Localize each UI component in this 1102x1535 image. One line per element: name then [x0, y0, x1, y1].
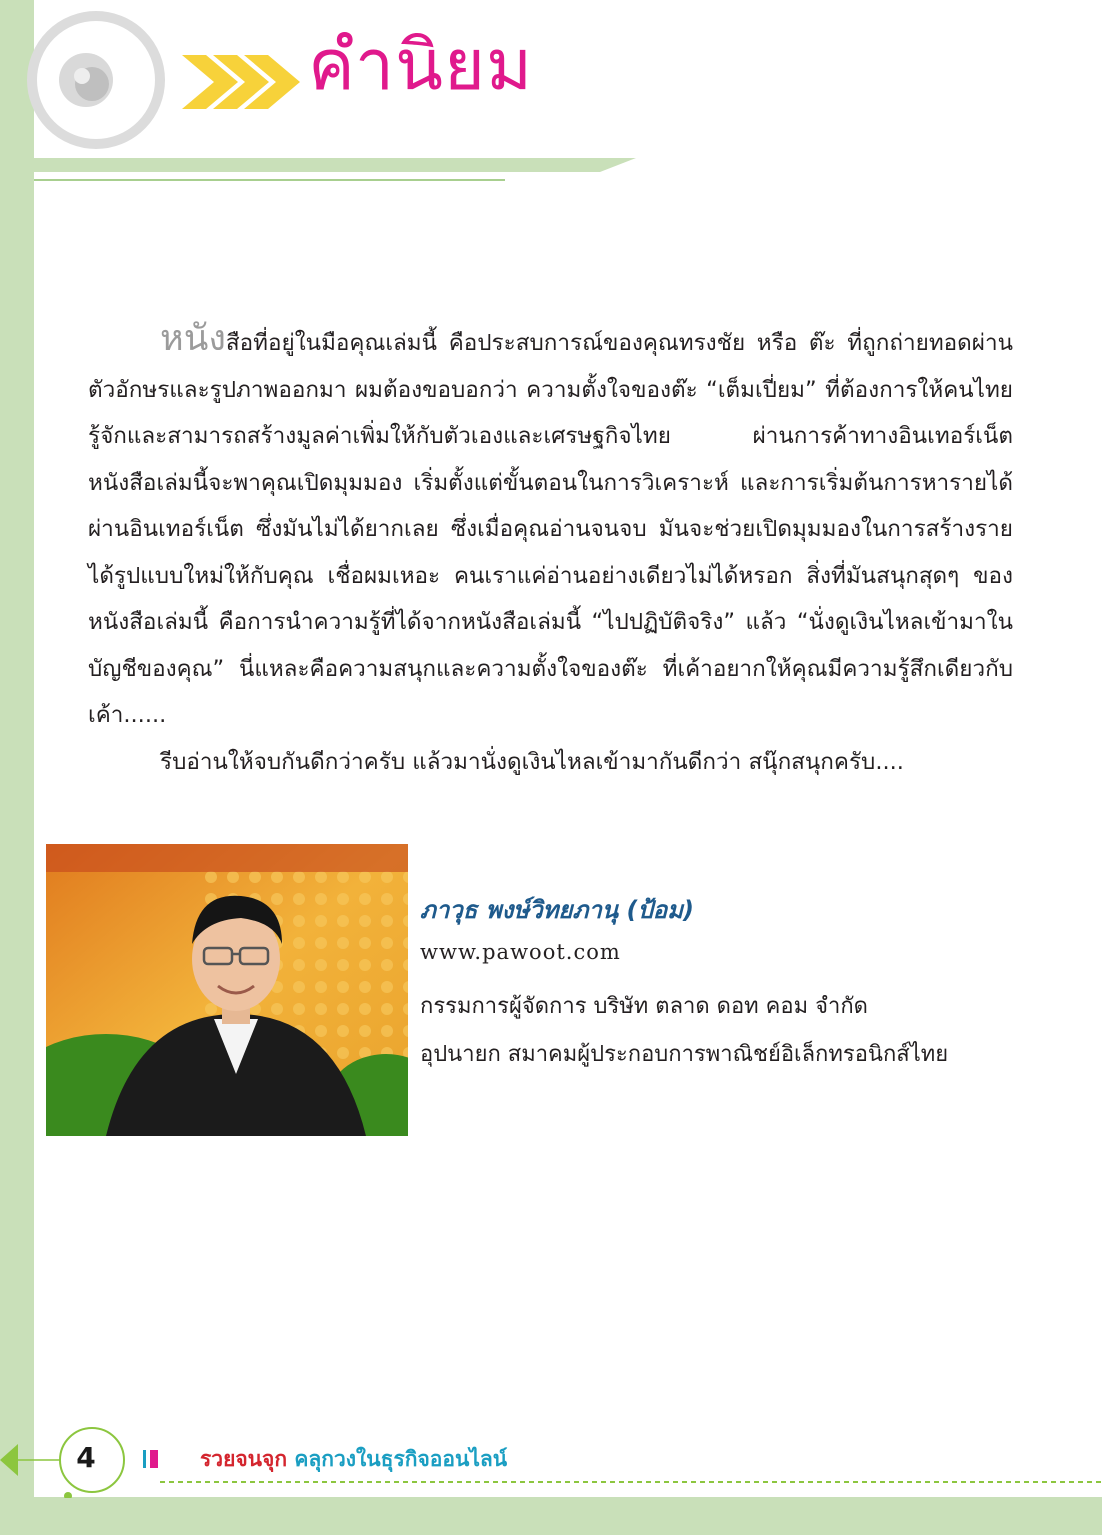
footer-book-title: [200, 1443, 507, 1476]
footer-decoration: [0, 1418, 1102, 1498]
footer-bar-pink: [150, 1450, 158, 1468]
foreword-paragraph-2: รีบอ่านให้จบกันดีกว่าครับ แล้วมานั่งดูเงินไหลเข้ามากันดีกว่า สนุ๊กสนุกครับ....: [160, 748, 904, 775]
bottom-green-strip: [0, 1497, 1102, 1535]
foreword-body: [88, 316, 1013, 785]
author-name: ภาวุธ พงษ์วิทยภานุ (ป้อม): [420, 896, 694, 924]
concentric-circle-icon: [32, 16, 160, 144]
footer-title-part-2: คลุกวงในธุรกิจออนไลน์: [294, 1447, 508, 1471]
paragraph-1-text: สือที่อยู่ในมือคุณเล่มนี้ คือประสบการณ์ของคุณทรงชัย หรือ ต๊ะ ที่ถูกถ่ายทอดผ่านตัวอักษรและรูปภาพออกมา ผมต้องขอบอกว่า ความตั้งใจของต๊ะ “เต็มเปี่ยม” ที่ต้องการให้คนไทยรู้จักและสามารถสร้างมูลค่าเพิ่มให้กับตัวเองและเศรษฐกิจไทย ผ่านการค้าทางอินเทอร์เน็ต หนังสือเล่มนี้จะพาคุณเปิดมุมมอง เริ่มตั้งแต่ขั้นตอนในการวิเคราะห์ และการเริ่มต้นการหารายได้ผ่านอินเทอร์เน็ต ซึ่งมันไม่ได้ยากเลย ซึ่งเมื่อคุณอ่านจนจบ มันจะช่วยเปิดมุมมองในการสร้างรายได้รูปแบบใหม่ให้กับคุณ เชื่อผมเหอะ คนเราแค่อ่านอย่างเดียวไม่ได้หรอก สิ่งที่มันสนุกสุดๆ ของหนังสือเล่มนี้ คือการนำความรู้ที่ได้จากหนังสือเล่มนี้ “ไปปฏิบัติจริง” แล้ว “นั่งดูเงินไหลเข้ามาในบัญชีของคุณ” นี่แหละคือความสนุกและความตั้งใจของต๊ะ ที่เค้าอยากให้คุณมีความรู้สึกเดียวกับเค้า......: [88, 330, 1013, 728]
triple-chevron-right-icon: [182, 55, 300, 109]
triangle-left-icon: [0, 1444, 18, 1476]
author-role-2: อุปนายก สมาคมผู้ประกอบการพาณิชย์อิเล็กทรอนิกส์ไทย: [420, 1042, 949, 1067]
page-number: 4: [76, 1441, 96, 1474]
footer-title-part-1: รวยจนจุก: [200, 1447, 288, 1471]
author-photo: [46, 844, 408, 1136]
footer-bar-teal: [143, 1450, 146, 1468]
page-title: คำนิยม: [308, 24, 534, 106]
left-green-strip: [0, 0, 34, 1535]
author-role-1: กรรมการผู้จัดการ บริษัท ตลาด ดอท คอม จำกัด: [420, 994, 868, 1019]
author-website[interactable]: www.pawoot.com: [420, 940, 621, 964]
foreword-paragraph-1: [88, 316, 1013, 739]
header-band: [34, 158, 636, 172]
drop-cap-word: หนัง: [160, 318, 226, 359]
